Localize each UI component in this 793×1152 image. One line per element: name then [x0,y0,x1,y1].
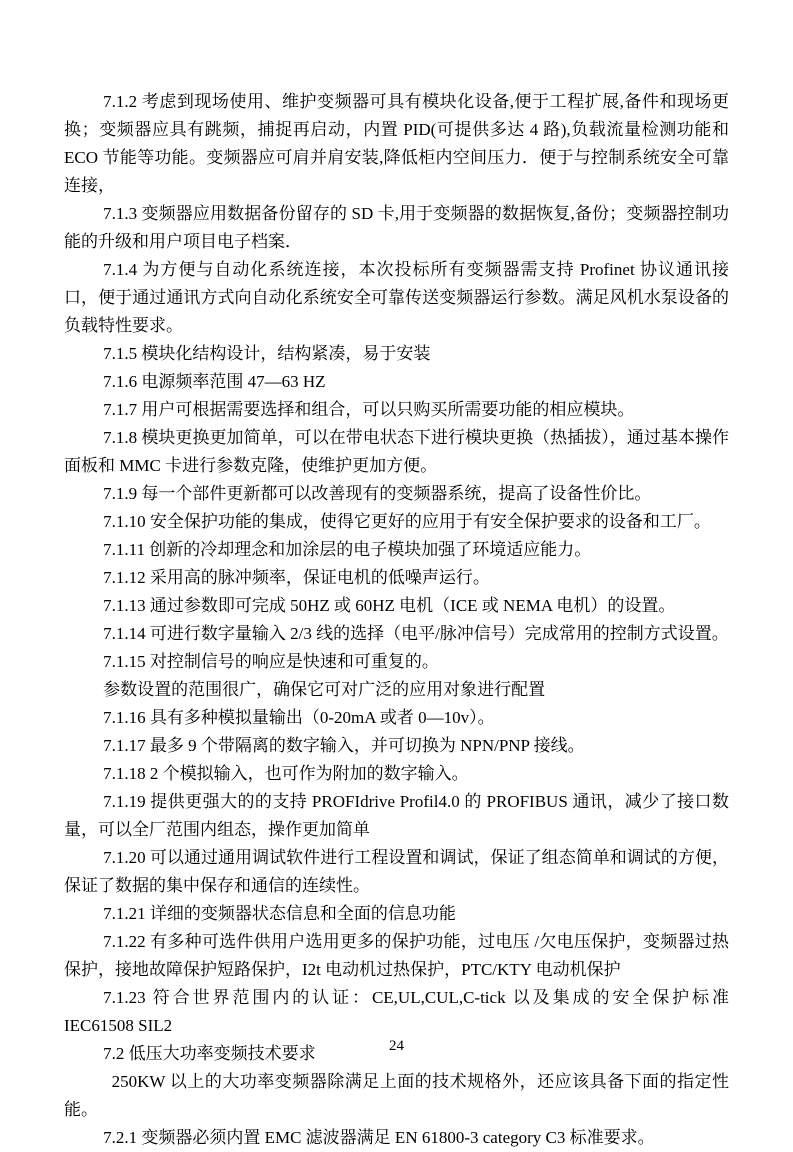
clause-7-1-23: 7.1.23 符合世界范围内的认证：CE,UL,CUL,C-tick 以及集成的安全保护标准 IEC61508 SIL2 [64,988,729,1035]
page-number: 24 [389,1038,404,1054]
clause-7-1-14: 7.1.14 可进行数字量输入 2/3 线的选择（电平/脉冲信号）完成常用的控制方式设置。 [103,624,729,643]
clause-7-1-16: 7.1.16 具有多种模拟量输出（0-20mA 或者 0—10v）。 [103,708,495,727]
clause-7-1-5: 7.1.5 模块化结构设计，结构紧凑，易于安装 [103,344,431,363]
clause-parameter-note: 参数设置的范围很广，确保它可对广泛的应用对象进行配置 [103,680,546,699]
clause-7-1-20: 7.1.20 可以通过通用调试软件进行工程设置和调试，保证了组态简单和调试的方便，保证了数据的集中保存和通信的连续性。 [64,848,729,895]
clause-7-1-4: 7.1.4 为方便与自动化系统连接，本次投标所有变频器需支持 Profinet 协议通讯接口，便于通过通讯方式向自动化系统安全可靠传送变频器运行参数。满足风机水泵设备的负载特性要求。 [64,260,729,335]
clause-7-1-17: 7.1.17 最多 9 个带隔离的数字输入，并可切换为 NPN/PNP 接线。 [103,736,585,755]
clause-7-1-18: 7.1.18 2 个模拟输入，也可作为附加的数字输入。 [103,764,469,783]
clause-7-1-22: 7.1.22 有多种可选件供用户选用更多的保护功能，过电压 /欠电压保护，变频器过热保护，接地故障保护短路保护，I2t 电动机过热保护，PTC/KTY 电动机保护 [64,932,729,979]
clause-7-1-8: 7.1.8 模块更换更加简单，可以在带电状态下进行模块更换（热插拔），通过基本操作面板和 MMC 卡进行参数克隆，使维护更加方便。 [64,428,729,475]
clause-7-1-19: 7.1.19 提供更强大的的支持 PROFIdrive Profil4.0 的 PROFIBUS 通讯，减少了接口数量，可以全厂范围内组态，操作更加简单 [64,792,729,839]
clause-7-1-10: 7.1.10 安全保护功能的集成，使得它更好的应用于有安全保护要求的设备和工厂。 [103,512,711,531]
clause-7-1-12: 7.1.12 采用高的脉冲频率，保证电机的低噪声运行。 [103,568,490,587]
clause-7-1-3: 7.1.3 变频器应用数据备份留存的 SD 卡,用于变频器的数据恢复,备份；变频器控制功能的升级和用户项目电子档案． [64,204,729,251]
section-heading-7-2: 7.2 低压大功率变频技术要求 [103,1044,316,1063]
clause-7-1-6: 7.1.6 电源频率范围 47—63 HZ [103,372,326,391]
clause-250kw-note: 250KW 以上的大功率变频器除满足上面的技术规格外，还应该具备下面的指定性能。 [64,1072,729,1119]
clause-7-1-15: 7.1.15 对控制信号的响应是快速和可重复的。 [103,652,439,671]
clause-7-1-21: 7.1.21 详细的变频器状态信息和全面的信息功能 [103,904,456,923]
clause-7-1-7: 7.1.7 用户可根据需要选择和组合，可以只购买所需要功能的相应模块。 [103,400,635,419]
clause-7-1-9: 7.1.9 每一个部件更新都可以改善现有的变频器系统，提高了设备性价比。 [103,484,652,503]
clause-7-1-2: 7.1.2 考虑到现场使用、维护变频器可具有模块化设备,便于工程扩展,备件和现场更换；变频器应具有跳频，捕捉再启动，内置 PID(可提供多达 4 路),负载流量检测功能和 ECO 节能等功能。变频器应可肩并肩安装,降低柜内空间压力．便于与控制系统安全可靠连接， [64,92,729,195]
clause-7-1-11: 7.1.11 创新的冷却理念和加涂层的电子模块加强了环境适应能力。 [103,540,592,559]
clause-7-1-13: 7.1.13 通过参数即可完成 50HZ 或 60HZ 电机（ICE 或 NEMA 电机）的设置。 [103,596,676,615]
clause-7-2-1: 7.2.1 变频器必须内置 EMC 滤波器满足 EN 61800-3 category C3 标准要求。 [103,1128,655,1147]
